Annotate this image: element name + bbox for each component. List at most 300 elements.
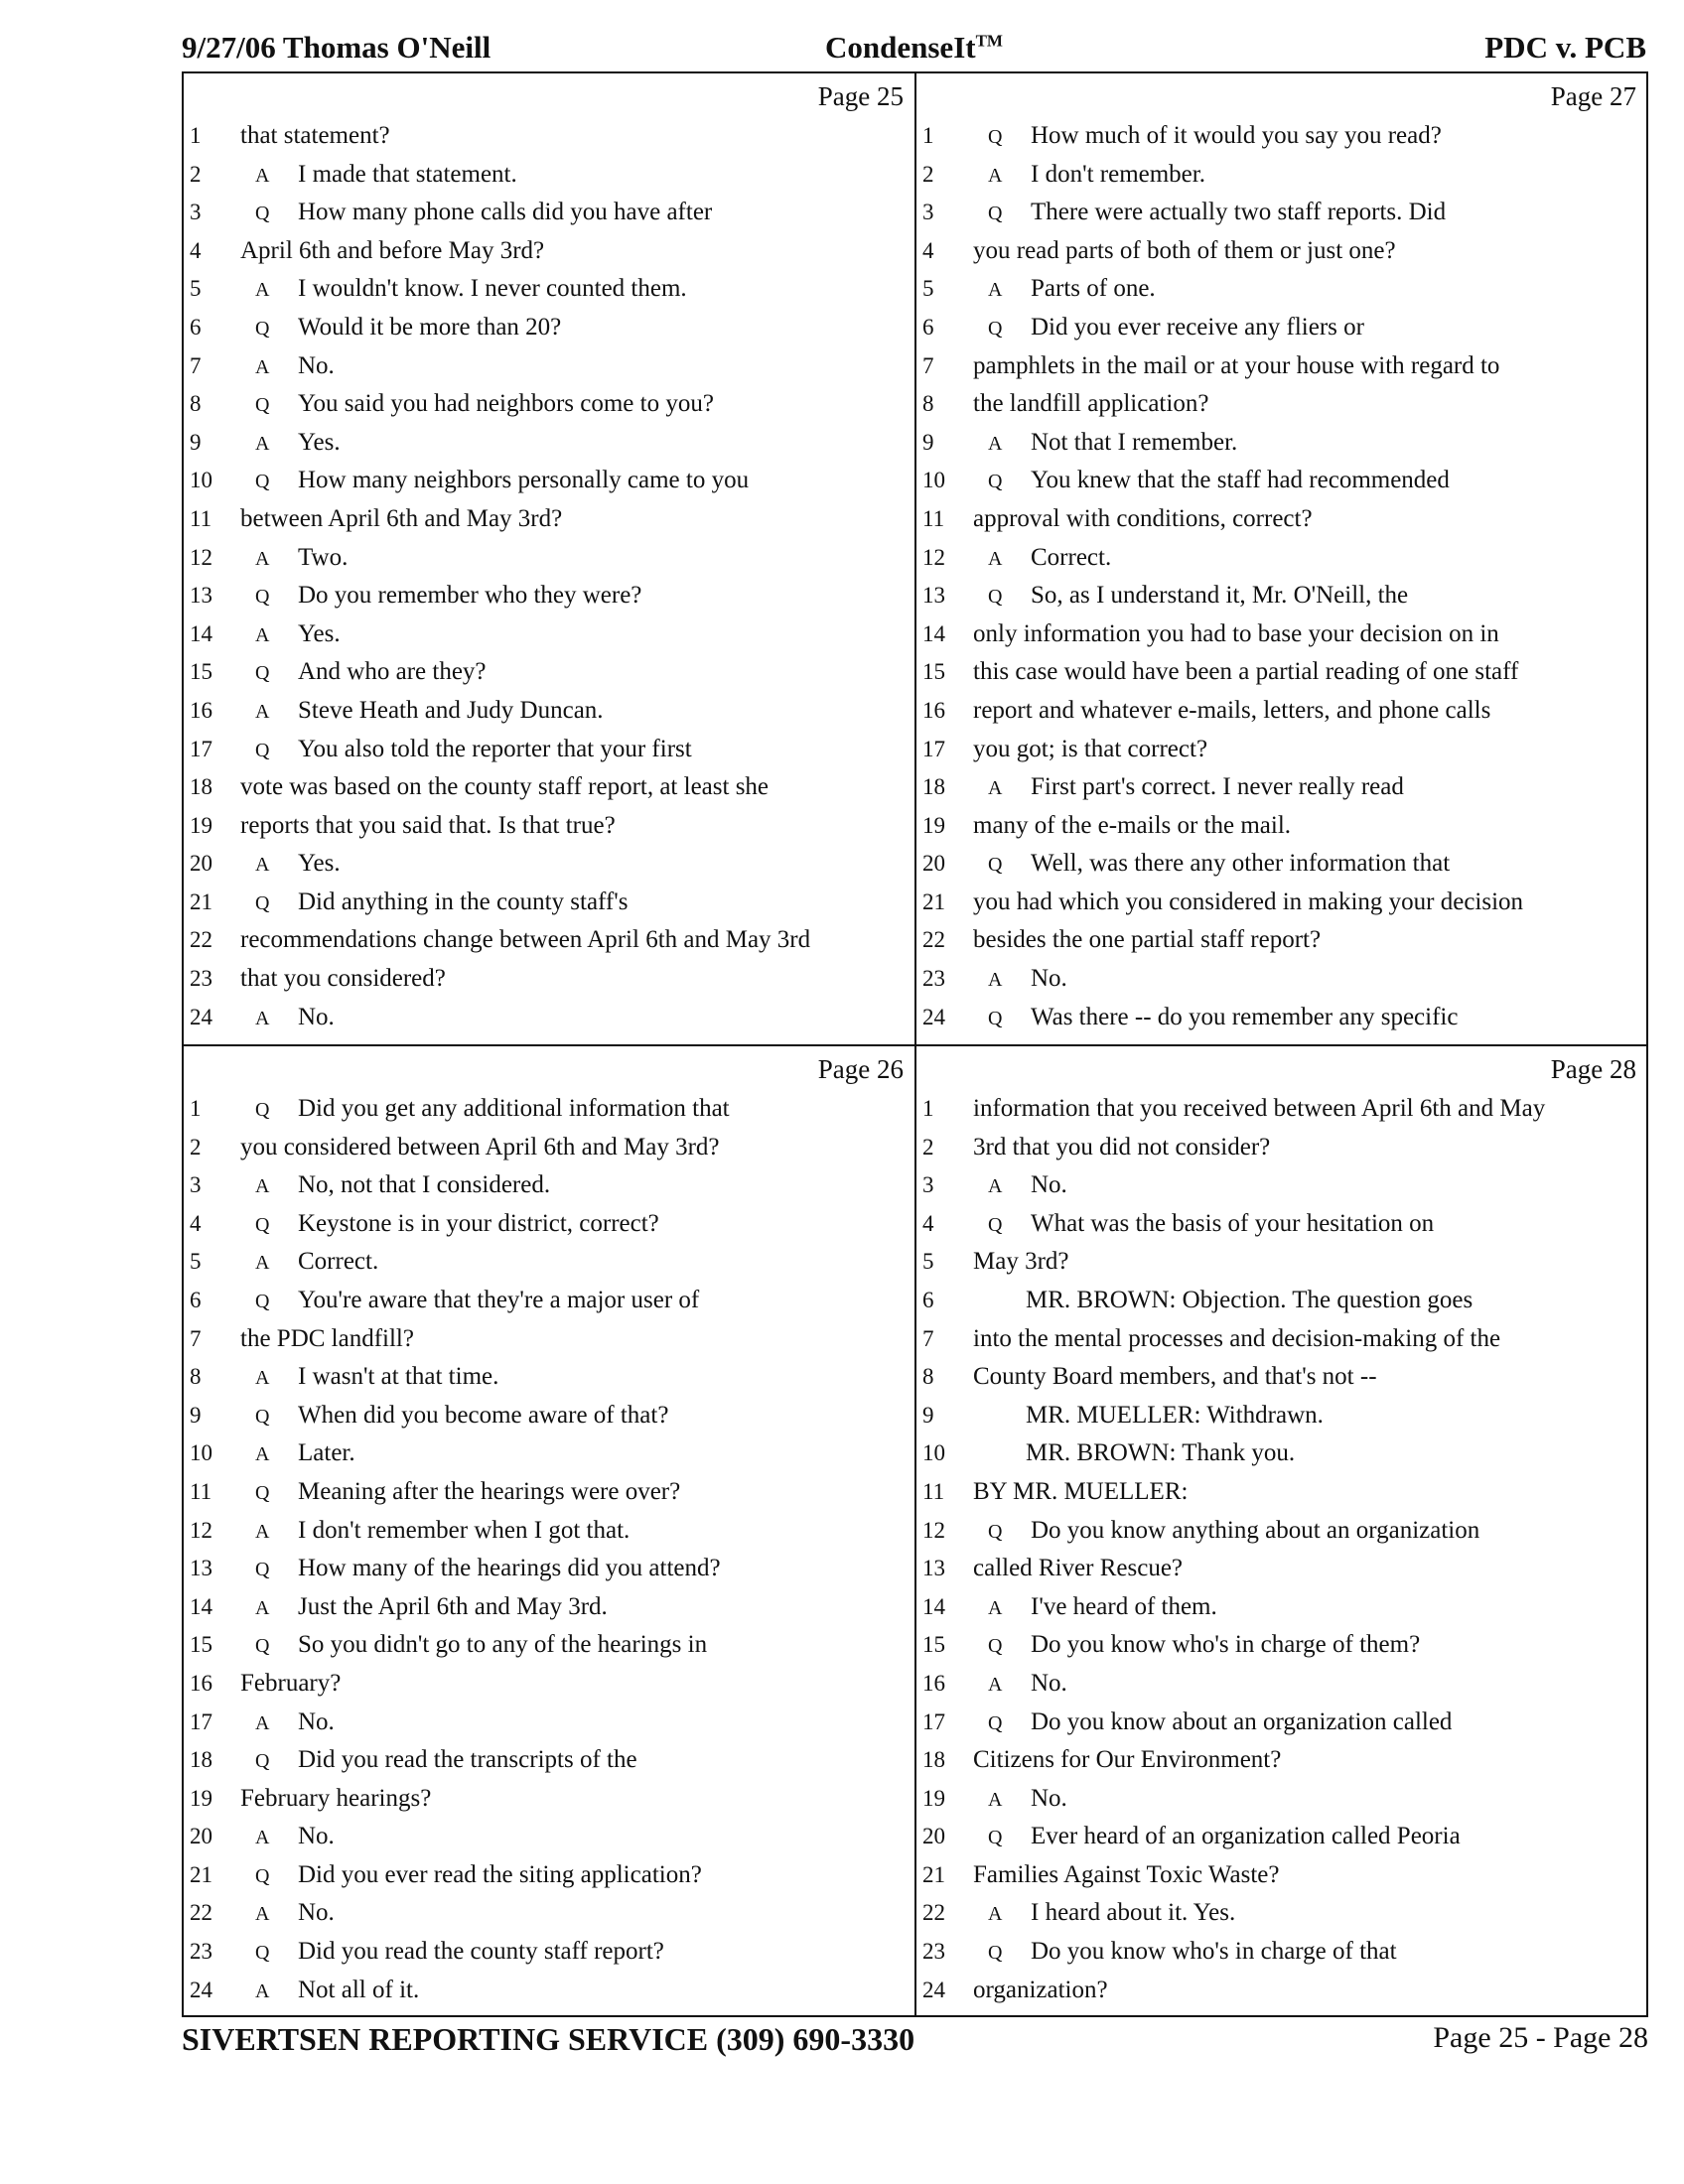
- transcript-line: [916, 1665, 1648, 1704]
- line-number: 23: [922, 966, 945, 992]
- line-content: 3rd that you did not consider?: [973, 1133, 1271, 1160]
- line-content: There were actually two staff reports. Did: [1031, 199, 1447, 226]
- line-content: recommendations change between April 6th and May 3rd: [240, 926, 811, 954]
- line-content: And who are they?: [298, 658, 487, 686]
- line-number: 19: [190, 812, 212, 838]
- line-number: 12: [922, 544, 945, 570]
- line-text: [255, 692, 604, 732]
- reporting-service: SIVERTSEN REPORTING SERVICE (309) 690-3330: [182, 2021, 915, 2057]
- line-content: you read parts of both of them or just one?: [973, 236, 1396, 264]
- line-content: this case would have been a partial reading of one staff: [973, 658, 1519, 686]
- transcript-line: [184, 1741, 915, 1780]
- line-number: 15: [922, 659, 945, 685]
- transcript-line: [916, 653, 1648, 692]
- transcript-line: [916, 1166, 1648, 1205]
- line-number: 22: [922, 1900, 945, 1926]
- line-text: [240, 500, 562, 539]
- line-content: Did anything in the county staff's: [298, 887, 629, 915]
- line-content: Yes.: [298, 850, 341, 878]
- line-content: into the mental processes and decision-making of the: [973, 1324, 1501, 1352]
- transcript-line: [184, 1588, 915, 1627]
- transcript-line: [916, 1434, 1648, 1473]
- line-content: reports that you said that. Is that true?: [240, 811, 616, 839]
- line-content: vote was based on the county staff report, at least she: [240, 773, 770, 801]
- line-number: 4: [922, 1210, 934, 1236]
- answer-marker: A: [988, 279, 1003, 302]
- header-product-title: [182, 30, 1646, 66]
- question-marker: Q: [255, 1481, 270, 1504]
- transcript-line: [916, 1397, 1648, 1435]
- question-marker: Q: [988, 1007, 1003, 1029]
- line-content: February hearings?: [240, 1784, 432, 1812]
- line-number: 1: [190, 1096, 202, 1121]
- transcript-page-25: [184, 73, 915, 1042]
- answer-marker: A: [255, 547, 270, 570]
- line-text: [255, 1972, 419, 2011]
- transcript-line: [184, 692, 915, 731]
- line-text: [255, 1894, 335, 1934]
- line-text: [255, 884, 628, 923]
- line-content: Just the April 6th and May 3rd.: [298, 1592, 608, 1620]
- line-number: 10: [922, 1440, 945, 1466]
- transcript-line: [916, 156, 1648, 195]
- answer-marker: A: [255, 700, 270, 723]
- line-text: [255, 1434, 355, 1474]
- line-text: [1026, 1434, 1295, 1473]
- line-number: 9: [922, 1402, 934, 1428]
- question-marker: Q: [255, 1099, 270, 1121]
- transcript-line: [184, 1704, 915, 1742]
- line-text: [255, 270, 687, 310]
- line-content: Parts of one.: [1031, 275, 1156, 303]
- line-number: 6: [922, 314, 934, 340]
- line-content: How many phone calls did you have after: [298, 199, 713, 226]
- line-number: 7: [190, 352, 202, 378]
- line-content: Correct.: [1031, 543, 1112, 571]
- line-content: Citizens for Our Environment?: [973, 1746, 1282, 1774]
- line-text: [973, 921, 1321, 960]
- line-content: May 3rd?: [973, 1248, 1069, 1276]
- line-text: [988, 1894, 1235, 1934]
- transcript-line: [184, 424, 915, 463]
- transcript-line: [916, 615, 1648, 654]
- transcript-line: [916, 921, 1648, 960]
- line-number: 9: [190, 429, 202, 455]
- answer-marker: A: [255, 164, 270, 187]
- transcript-line: [184, 653, 915, 692]
- line-content: I heard about it. Yes.: [1031, 1899, 1236, 1927]
- line-text: [255, 1588, 608, 1628]
- line-number: 21: [190, 888, 212, 914]
- line-number: 20: [922, 1824, 945, 1849]
- question-marker: Q: [255, 1405, 270, 1428]
- line-content: No.: [1031, 965, 1067, 993]
- transcript-line: [184, 1780, 915, 1819]
- question-marker: Q: [255, 394, 270, 417]
- transcript-line: [184, 884, 915, 922]
- line-text: [255, 1626, 707, 1666]
- line-number: 23: [922, 1939, 945, 1965]
- line-number: 16: [190, 1670, 212, 1696]
- transcript-line: [916, 1358, 1648, 1397]
- question-marker: Q: [255, 1635, 270, 1658]
- answer-marker: A: [255, 1175, 270, 1198]
- trademark-mark: TM: [975, 31, 1003, 51]
- question-marker: Q: [255, 317, 270, 340]
- transcript-line: [916, 1588, 1648, 1627]
- line-text: [255, 1090, 730, 1130]
- line-text: [255, 539, 348, 579]
- transcript-line: [916, 1129, 1648, 1167]
- line-text: [973, 385, 1208, 424]
- line-text: [988, 768, 1404, 808]
- line-number: 24: [190, 1977, 212, 2002]
- transcript-line: [184, 1972, 915, 2010]
- line-number: 11: [190, 505, 212, 531]
- line-number: 14: [922, 1593, 945, 1619]
- answer-marker: A: [255, 1367, 270, 1390]
- line-text: [973, 232, 1396, 271]
- line-number: 23: [190, 966, 212, 992]
- line-content: BY MR. MUELLER:: [973, 1477, 1189, 1505]
- line-number: 2: [190, 161, 202, 187]
- line-content: Keystone is in your district, correct?: [298, 1209, 659, 1237]
- line-text: [240, 960, 446, 999]
- transcript-grid: [182, 71, 1648, 2017]
- line-number: 14: [190, 1593, 212, 1619]
- line-content: I made that statement.: [298, 160, 517, 188]
- line-number: 23: [190, 1939, 212, 1965]
- line-content: No.: [298, 1899, 335, 1927]
- line-number: 18: [190, 774, 212, 800]
- line-number: 7: [922, 1325, 934, 1351]
- answer-marker: A: [988, 1673, 1003, 1696]
- line-number: 7: [922, 352, 934, 378]
- line-content: organization?: [973, 1976, 1108, 2003]
- line-content: besides the one partial staff report?: [973, 926, 1322, 954]
- transcript-line: [184, 1205, 915, 1244]
- line-text: [988, 1818, 1461, 1857]
- line-text: [973, 347, 1499, 386]
- line-text: [255, 1550, 721, 1589]
- line-content: only information you had to base your decision on in: [973, 619, 1499, 647]
- line-text: [988, 462, 1450, 501]
- line-number: 15: [190, 1632, 212, 1658]
- line-content: Meaning after the hearings were over?: [298, 1477, 681, 1505]
- line-number: 2: [190, 1134, 202, 1160]
- line-content: No.: [1031, 1669, 1067, 1697]
- line-text: [255, 1358, 498, 1398]
- line-content: Was there -- do you remember any specific: [1031, 1003, 1459, 1030]
- transcript-line: [916, 1282, 1648, 1320]
- line-text: [973, 1090, 1545, 1129]
- page-range: Page 25 - Page 28: [1433, 2021, 1648, 2054]
- line-number: 6: [922, 1287, 934, 1312]
- line-number: 6: [190, 314, 202, 340]
- line-content: No.: [298, 1823, 335, 1850]
- transcript-line: [916, 1856, 1648, 1895]
- question-marker: Q: [988, 1942, 1003, 1965]
- transcript-line: [184, 1626, 915, 1665]
- line-text: [255, 615, 341, 655]
- line-content: information that you received between April 6th and May: [973, 1095, 1546, 1122]
- line-number: 3: [922, 200, 934, 225]
- line-text: [255, 156, 517, 196]
- line-content: Not all of it.: [298, 1976, 420, 2003]
- line-text: [988, 194, 1446, 233]
- line-number: 20: [190, 1824, 212, 1849]
- transcript-line: [916, 1894, 1648, 1933]
- question-marker: Q: [255, 1750, 270, 1773]
- line-text: [973, 1320, 1500, 1359]
- line-content: Did you read the transcripts of the: [298, 1746, 637, 1774]
- line-number: 5: [190, 276, 202, 302]
- line-number: 4: [190, 1210, 202, 1236]
- line-text: [973, 615, 1499, 654]
- line-content: Later.: [298, 1439, 355, 1467]
- line-text: [255, 653, 487, 693]
- line-number: 19: [190, 1785, 212, 1811]
- line-number: 20: [190, 851, 212, 877]
- line-number: 14: [190, 620, 212, 646]
- header-date-witness: 9/27/06 Thomas O'Neill: [182, 30, 491, 65]
- transcript-line: [916, 768, 1648, 807]
- line-number: 1: [922, 123, 934, 148]
- transcript-line: [184, 1397, 915, 1435]
- line-content: Ever heard of an organization called Peoria: [1031, 1823, 1461, 1850]
- line-number: 16: [190, 697, 212, 723]
- transcript-line: [184, 1933, 915, 1972]
- transcript-line: [184, 270, 915, 309]
- answer-marker: A: [255, 432, 270, 455]
- transcript-line: [184, 577, 915, 615]
- answer-marker: A: [255, 279, 270, 302]
- answer-marker: A: [255, 854, 270, 877]
- line-content: No.: [298, 1707, 335, 1735]
- transcript-line: [916, 577, 1648, 615]
- transcript-line: [916, 1512, 1648, 1551]
- line-number: 21: [190, 1861, 212, 1887]
- header-case-name: PDC v. PCB: [1484, 30, 1646, 65]
- question-marker: Q: [988, 586, 1003, 609]
- line-content: Families Against Toxic Waste?: [973, 1860, 1280, 1888]
- line-text: [255, 1473, 680, 1513]
- question-marker: Q: [988, 203, 1003, 225]
- transcript-line: [916, 194, 1648, 232]
- page-label: Page 26: [817, 1054, 904, 1084]
- question-marker: Q: [988, 1520, 1003, 1543]
- transcript-line: [184, 1894, 915, 1933]
- line-content: that you considered?: [240, 965, 446, 993]
- transcript-line: [184, 309, 915, 347]
- line-content: No, not that I considered.: [298, 1171, 551, 1199]
- transcript-line: [916, 500, 1648, 539]
- line-number: 5: [922, 1249, 934, 1275]
- line-number: 13: [922, 583, 945, 609]
- line-number: 8: [190, 391, 202, 417]
- transcript-line: [184, 1282, 915, 1320]
- line-text: [255, 731, 692, 770]
- transcript-line: [916, 1741, 1648, 1780]
- transcript-line: [184, 232, 915, 271]
- line-text: [973, 1972, 1108, 2010]
- header-product-name: CondenseIt: [825, 30, 976, 65]
- transcript-line: [916, 1243, 1648, 1282]
- line-content: What was the basis of your hesitation on: [1031, 1209, 1435, 1237]
- transcript-line: [184, 500, 915, 539]
- line-content: Two.: [298, 543, 349, 571]
- transcript-line: [916, 1090, 1648, 1129]
- line-text: [988, 1512, 1479, 1552]
- line-text: [988, 270, 1156, 310]
- line-number: 10: [190, 468, 212, 493]
- transcript-line: [916, 960, 1648, 999]
- line-content: How much of it would you say you read?: [1031, 122, 1442, 149]
- line-text: [255, 385, 714, 425]
- line-content: Correct.: [298, 1248, 379, 1276]
- transcript-line: [916, 1818, 1648, 1856]
- line-text: [240, 1129, 720, 1167]
- line-content: No.: [1031, 1171, 1067, 1199]
- transcript-line: [184, 156, 915, 195]
- line-text: [973, 500, 1313, 539]
- transcript-line: [184, 385, 915, 424]
- line-content: Would it be more than 20?: [298, 313, 562, 341]
- answer-marker: A: [255, 1827, 270, 1849]
- line-number: 8: [922, 391, 934, 417]
- line-content: So, as I understand it, Mr. O'Neill, the: [1031, 582, 1409, 610]
- line-content: Did you ever read the siting application?: [298, 1860, 702, 1888]
- line-content: you got; is that correct?: [973, 735, 1208, 762]
- line-text: [240, 117, 390, 156]
- question-marker: Q: [255, 1864, 270, 1887]
- line-text: [240, 807, 616, 846]
- transcript-line: [184, 731, 915, 769]
- line-content: Do you remember who they were?: [298, 582, 642, 610]
- transcript-line: [916, 270, 1648, 309]
- transcript-line: [184, 807, 915, 846]
- answer-marker: A: [255, 1979, 270, 2002]
- line-text: [255, 424, 341, 464]
- line-number: 3: [190, 200, 202, 225]
- transcript-line: [184, 1434, 915, 1473]
- question-marker: Q: [988, 317, 1003, 340]
- transcript-line: [916, 1780, 1648, 1819]
- question-marker: Q: [988, 471, 1003, 493]
- transcript-line: [184, 845, 915, 884]
- answer-marker: A: [988, 164, 1003, 187]
- line-number: 24: [190, 1004, 212, 1029]
- line-text: [988, 424, 1237, 464]
- line-content: pamphlets in the mail or at your house with regard to: [973, 351, 1500, 379]
- line-content: Did you get any additional information that: [298, 1095, 730, 1122]
- line-content: Steve Heath and Judy Duncan.: [298, 696, 604, 724]
- line-text: [988, 845, 1450, 885]
- line-text: [255, 347, 335, 387]
- line-number: 8: [190, 1364, 202, 1390]
- line-number: 22: [922, 927, 945, 953]
- line-content: You knew that the staff had recommended: [1031, 467, 1450, 494]
- line-content: Did you read the county staff report?: [298, 1938, 664, 1966]
- line-text: [255, 1397, 668, 1436]
- line-content: report and whatever e-mails, letters, and phone calls: [973, 696, 1491, 724]
- page-footer: [182, 2021, 1648, 2067]
- answer-marker: A: [988, 1788, 1003, 1811]
- line-content: Yes.: [298, 619, 341, 647]
- question-marker: Q: [255, 1942, 270, 1965]
- answer-marker: A: [988, 547, 1003, 570]
- transcript-line: [916, 1550, 1648, 1588]
- line-text: [255, 999, 335, 1038]
- line-number: 18: [190, 1747, 212, 1773]
- line-text: [988, 1665, 1067, 1705]
- line-content: April 6th and before May 3rd?: [240, 236, 545, 264]
- line-text: [988, 1626, 1420, 1666]
- transcript-line: [184, 462, 915, 500]
- line-number: 12: [190, 544, 212, 570]
- line-text: [988, 117, 1442, 157]
- transcript-line: [184, 1243, 915, 1282]
- line-content: How many neighbors personally came to you: [298, 467, 750, 494]
- line-content: MR. BROWN: Objection. The question goes: [1026, 1286, 1474, 1313]
- transcript-line: [184, 1473, 915, 1512]
- line-number: 6: [190, 1287, 202, 1312]
- line-number: 11: [190, 1478, 212, 1504]
- page-label: Page 27: [1550, 81, 1636, 111]
- line-number: 1: [190, 123, 202, 148]
- transcript-line: [916, 309, 1648, 347]
- line-number: 7: [190, 1325, 202, 1351]
- transcript-line: [184, 999, 915, 1037]
- line-number: 3: [190, 1172, 202, 1198]
- line-text: [255, 577, 641, 616]
- transcript-page-26: [184, 1046, 915, 2015]
- answer-marker: A: [255, 1443, 270, 1466]
- transcript-line: [916, 232, 1648, 271]
- transcript-line: [184, 1358, 915, 1397]
- line-content: that statement?: [240, 122, 390, 149]
- line-text: [973, 1473, 1188, 1512]
- line-text: [973, 731, 1207, 769]
- line-text: [255, 1282, 699, 1321]
- line-content: I wouldn't know. I never counted them.: [298, 275, 687, 303]
- line-content: Did you ever receive any fliers or: [1031, 313, 1364, 341]
- question-marker: Q: [988, 126, 1003, 148]
- transcript-line: [916, 1626, 1648, 1665]
- line-text: [988, 539, 1111, 579]
- line-text: [240, 1780, 431, 1819]
- line-number: 3: [922, 1172, 934, 1198]
- line-content: February?: [240, 1669, 342, 1697]
- transcript-line: [184, 1856, 915, 1895]
- line-text: [255, 1818, 335, 1857]
- question-marker: Q: [988, 1213, 1003, 1236]
- question-marker: Q: [255, 1213, 270, 1236]
- transcript-line: [916, 1473, 1648, 1512]
- line-text: [973, 1856, 1279, 1895]
- line-number: 17: [922, 1708, 945, 1734]
- line-content: You said you had neighbors come to you?: [298, 390, 714, 418]
- line-text: [1026, 1282, 1473, 1320]
- transcript-page-27: [916, 73, 1648, 1042]
- transcript-line: [184, 1550, 915, 1588]
- line-number: 9: [190, 1402, 202, 1428]
- question-marker: Q: [255, 1290, 270, 1312]
- question-marker: Q: [255, 586, 270, 609]
- transcript-line: [916, 692, 1648, 731]
- line-content: Do you know who's in charge of them?: [1031, 1631, 1421, 1659]
- line-text: [988, 1704, 1452, 1743]
